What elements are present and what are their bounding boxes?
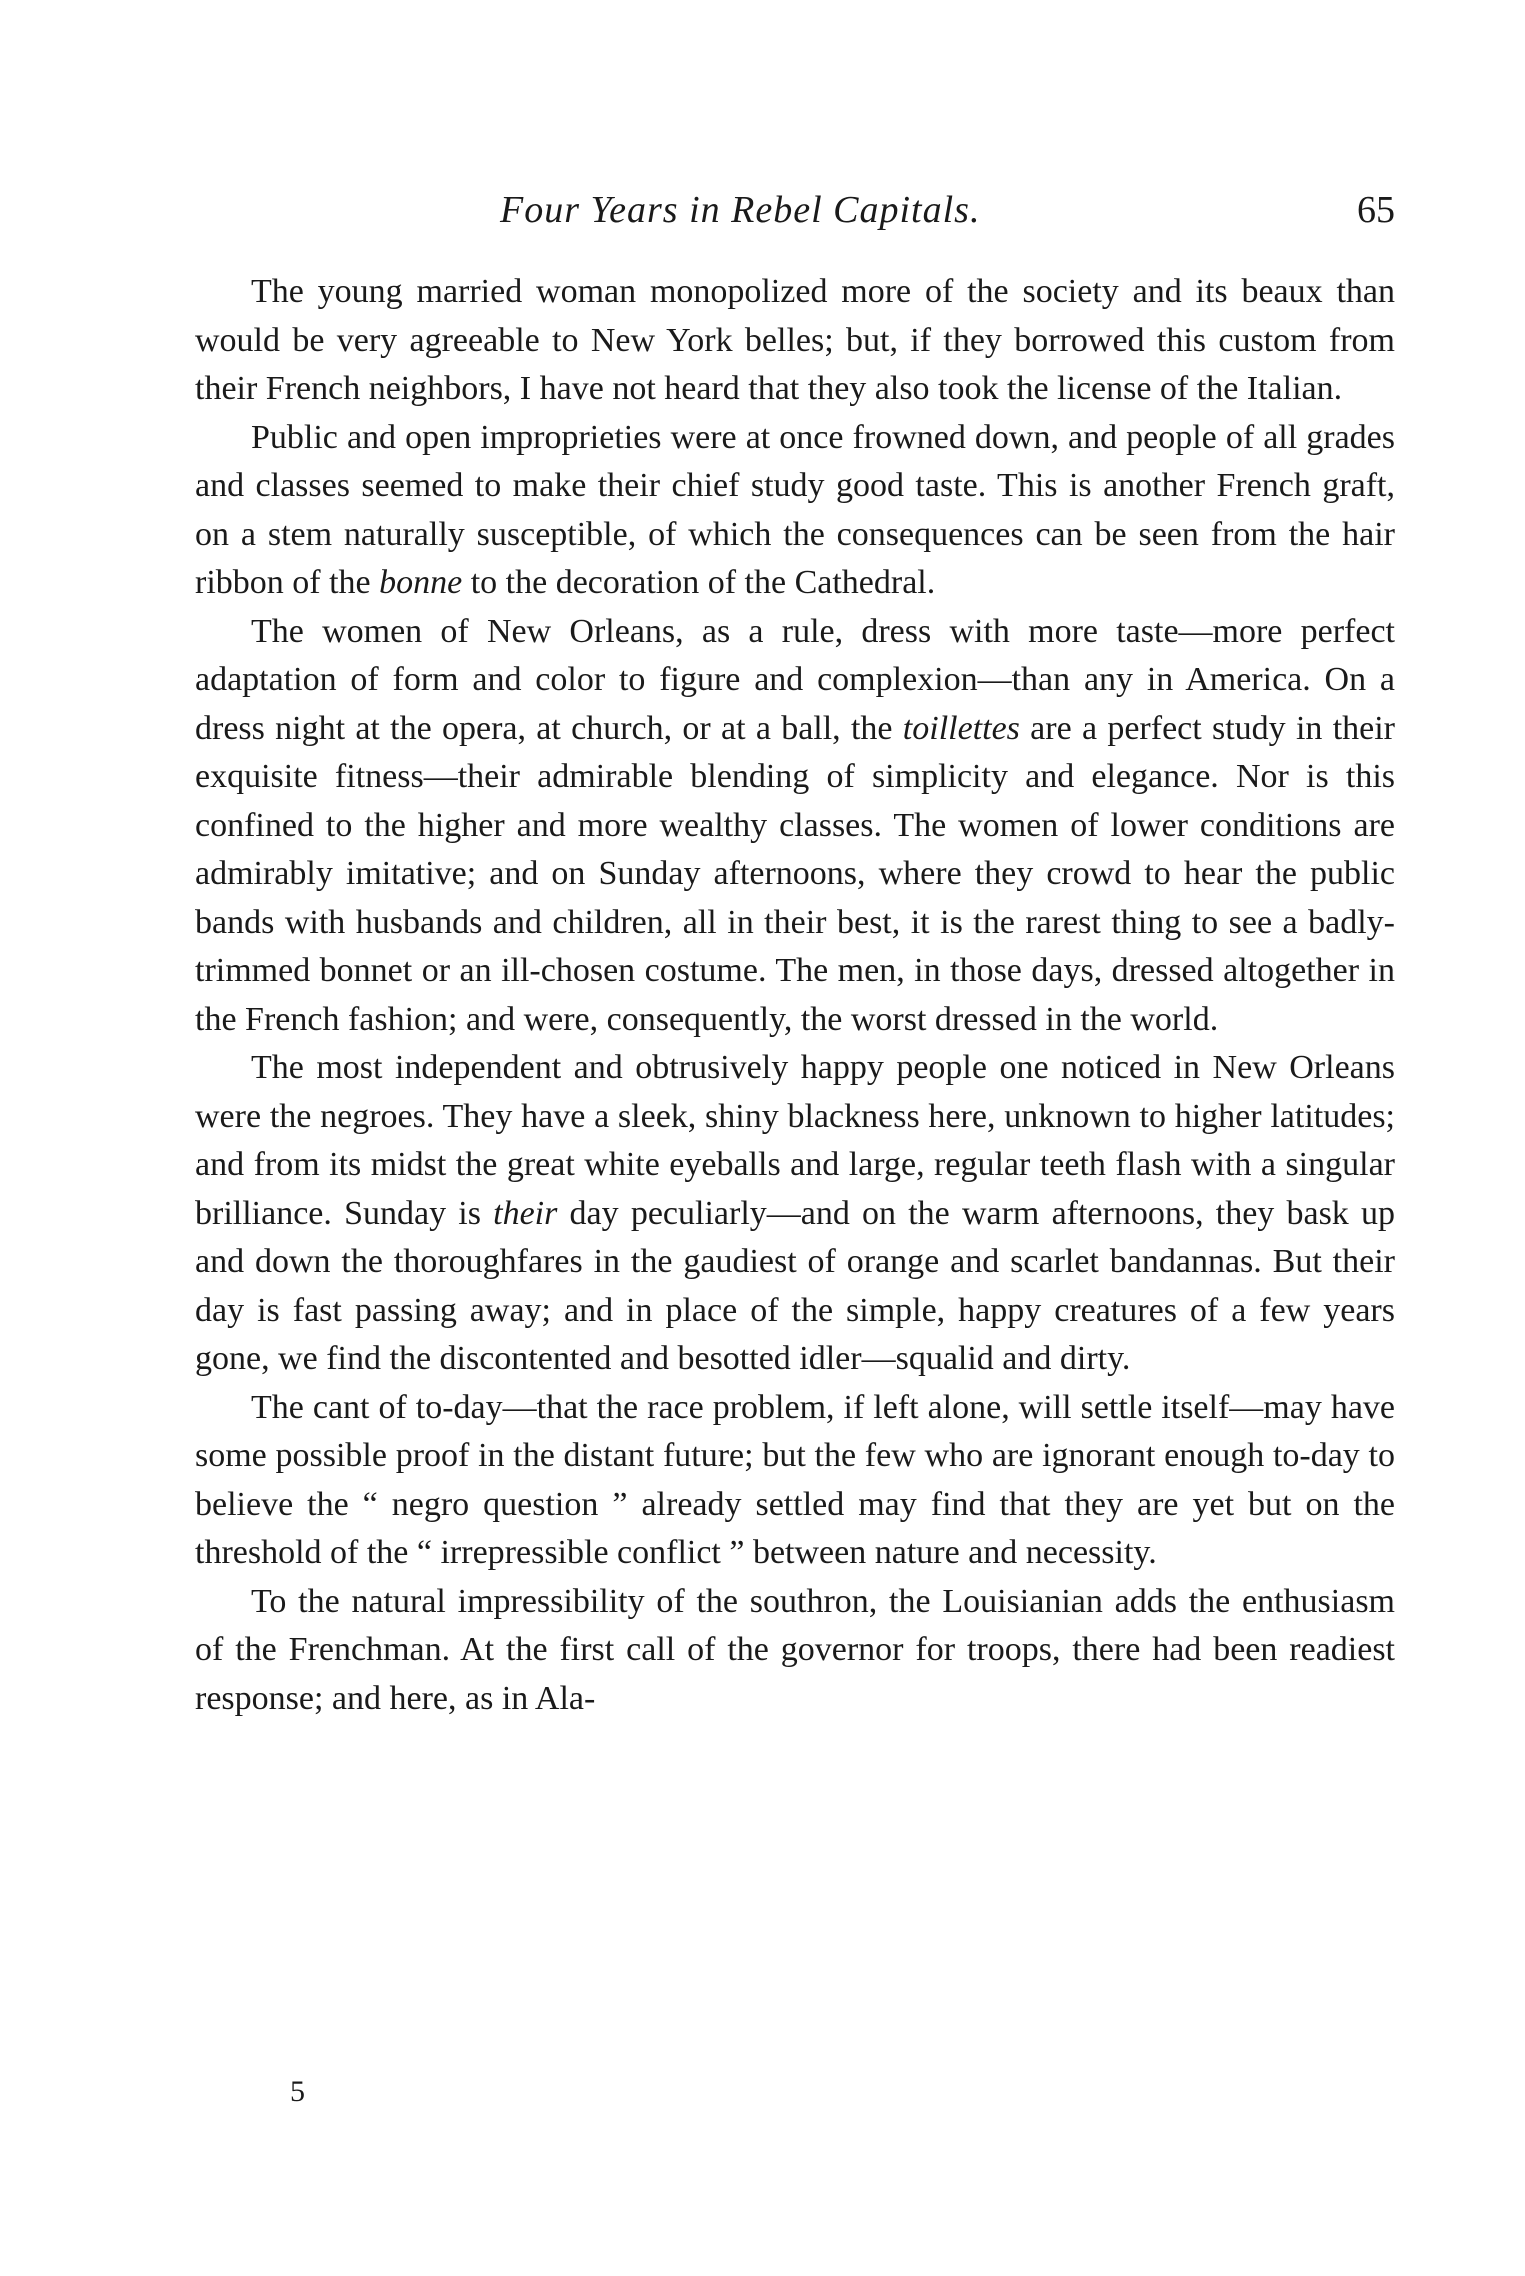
paragraph-6: To the natural impressibility of the southron, the Louisianian adds the enthusiasm of the Frenchman. At the first call of the governor for troops, there had been readiest response; and here, as in Ala-: [195, 1582, 1395, 1717]
paragraph-2: [195, 414, 1395, 608]
paragraph-1: The young married woman monopolized more of the society and its beaux than would be very agreeable to New York belles; but, if they borrowed this custom from their French neighbors, I have not heard that they also took the license of the Italian.: [195, 273, 1395, 407]
paragraph-2-text-b: to the decoration of the Cathedral.: [462, 564, 936, 601]
paragraph-3-text-a: The women of New Orleans, as a rule, dress with more taste—more perfect adaptation of form and color to figure and complexion—than any in America. On a dress night at the opera, at church, or at a ball, the: [195, 612, 1395, 747]
paragraph-2-italic: bonne: [379, 564, 463, 601]
signature-mark: 5: [290, 2075, 305, 2108]
page-number: 65: [1357, 189, 1395, 231]
running-head: [195, 188, 1395, 248]
paragraph-4-text-b: day peculiarly—and on the warm afternoons, they bask up and down the thoroughfares in the gaudiest of orange and scarlet bandannas. But their day is fast passing away; and in place of the simple, happy creatures of a few years gone, we find the discontented and besotted idler—squalid and dirty.: [195, 1194, 1395, 1377]
paragraph-4-text-a: The most independent and obtrusively happy people one noticed in New Orleans were the negroes. They have a sleek, shiny blackness here, unknown to higher latitudes; and from its midst the great white eyeballs and large, regular teeth flash with a singular brilliance. Sunday is: [195, 1049, 1395, 1232]
paragraph-5: The cant of to-day—that the race problem, if left alone, will settle itself—may have some possible proof in the distant future; but the few who are ignorant enough to-day to believe the “ negro question ” already settled may find that they are yet but on the threshold of the “ irrepressible conflict ” between nature and necessity.: [195, 1388, 1395, 1571]
paragraph-3-italic: toillettes: [902, 709, 1020, 747]
paragraph-2-text-a: Public and open improprieties were at once frowned down, and people of all grades and classes seemed to make their chief study good taste. This is another French graft, on a stem naturally susceptible, of which the consequences can be seen from the hair ribbon of the: [195, 418, 1395, 601]
paragraph-3-text-b: are a perfect study in their exquisite fitness—their admirable blending of simplicity and elegance. Nor is this confined to the higher and more wealthy classes. The women of lower conditions are admirably imitative; and on Sunday afternoons, where they crowd to hear the public bands with husbands and children, all in their best, it is the rarest thing to see a badly-trimmed bonnet or an ill-chosen costume. The men, in those days, dressed altogether in the French fashion; and were, consequently, the worst dressed in the world.: [195, 709, 1395, 1038]
running-title: Four Years in Rebel Capitals.: [500, 189, 981, 231]
body-text: [195, 268, 1395, 1723]
paragraph-4: [195, 1044, 1395, 1384]
paragraph-3: [195, 608, 1395, 1045]
paragraph-4-italic: their: [493, 1194, 558, 1232]
